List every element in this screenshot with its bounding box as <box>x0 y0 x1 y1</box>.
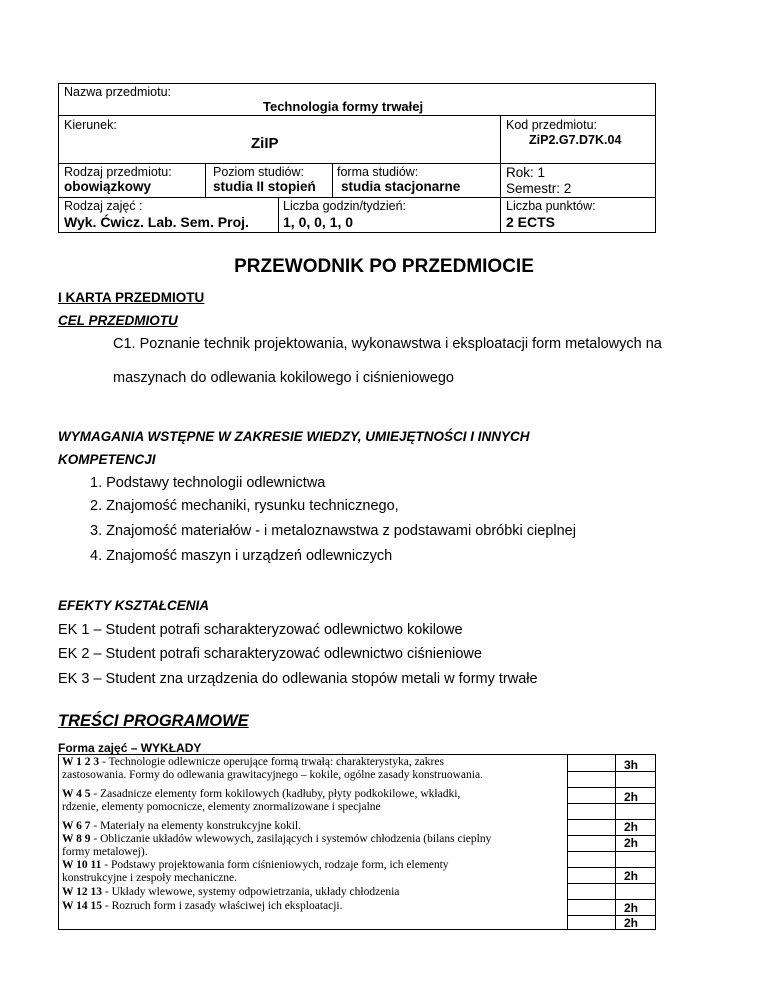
table-row-hours: 2h <box>623 820 638 834</box>
table-row-hours: 2h <box>623 836 638 850</box>
table-row: W 10 11 - Podstawy projektowania form ciśnieniowych, rodzaje form, ich elementy konstrukcyjne i zespoły mechaniczne. <box>62 859 449 884</box>
outcome-item: EK 1 – Student potrafi scharakteryzować odlewnictwo kokilowe <box>58 622 463 638</box>
course-type-label: Rodzaj przedmiotu: <box>64 165 172 179</box>
outcome-item: EK 2 – Student potrafi scharakteryzować odlewnictwo ciśnieniowe <box>58 646 482 662</box>
prerequisite-item: 4. Znajomość maszyn i urządzeń odlewniczych <box>90 548 393 564</box>
table-row-hours: 2h <box>623 916 638 930</box>
objective-heading: CEL PRZEDMIOTU <box>58 313 178 328</box>
prerequisite-item: 1. Podstawy technologii odlewnictwa <box>90 475 326 491</box>
lectures-table <box>58 754 656 930</box>
outcomes-heading: EFEKTY KSZTAŁCENIA <box>58 598 210 613</box>
study-form-label: forma studiów: <box>337 165 419 179</box>
class-type-label: Rodzaj zajęć : <box>64 199 143 213</box>
page-title: PRZEWODNIK PO PRZEDMIOCIE <box>234 256 534 277</box>
table-row-hours: 3h <box>623 758 638 772</box>
field-of-study-label: Kierunek: <box>64 118 117 132</box>
semester: Semestr: 2 <box>506 181 572 196</box>
course-info-table <box>58 83 656 233</box>
table-row: W 1 2 3 - Technologie odlewnicze operujące formą trwałą: charakterystyka, zakres zastosowania. Formy do odlewania grawitacyjnego – kokile, ogólne zasady konstruowania. <box>62 756 483 781</box>
course-type: obowiązkowy <box>64 179 152 194</box>
study-level-label: Poziom studiów: <box>213 165 305 179</box>
prerequisite-item: 2. Znajomość mechaniki, rysunku technicznego, <box>90 498 399 514</box>
table-row: W 4 5 - Zasadnicze elementy form kokilowych (kadłuby, płyty podkokilowe, wkładki, rdzenie, elementy pomocnicze, elementy znormalizowane i specjalne <box>62 788 461 813</box>
field-of-study: ZiIP <box>251 135 279 152</box>
year: Rok: 1 <box>506 165 546 180</box>
study-level: studia II stopień <box>213 179 316 194</box>
ects-label: Liczba punktów: <box>506 199 596 213</box>
table-row-hours: 2h <box>623 869 638 883</box>
hours-per-week: 1, 0, 0, 1, 0 <box>283 214 354 230</box>
class-form-label: Forma zajęć – WYKŁADY <box>58 741 202 755</box>
course-code: ZiP2.G7.D7K.04 <box>529 133 622 147</box>
course-name: Technologia formy trwałej <box>263 99 424 114</box>
ects: 2 ECTS <box>506 214 556 230</box>
hours-per-week-label: Liczba godzin/tydzień: <box>283 199 406 213</box>
outcome-item: EK 3 – Student zna urządzenia do odlewania stopów metali w formy trwałe <box>58 671 538 687</box>
course-code-label: Kod przedmiotu: <box>506 118 598 132</box>
study-form: studia stacjonarne <box>341 179 461 194</box>
section-card-heading: I KARTA PRZEDMIOTU <box>58 290 205 305</box>
course-name-label: Nazwa przedmiotu: <box>64 85 171 99</box>
objective-line-1: C1. Poznanie technik projektowania, wykonawstwa i eksploatacji form metalowych na <box>113 336 662 352</box>
table-row: W 14 15 - Rozruch form i zasady właściwej ich eksploatacji. <box>62 900 343 912</box>
table-row: W 12 13 - Układy wlewowe, systemy odpowietrzania, układy chłodzenia <box>62 886 400 898</box>
table-row: W 6 7 - Materiały na elementy konstrukcyjne kokil. <box>62 820 302 832</box>
class-type: Wyk. Ćwicz. Lab. Sem. Proj. <box>64 214 249 230</box>
prerequisites-heading-1: WYMAGANIA WSTĘPNE W ZAKRESIE WIEDZY, UMIEJĘTNOŚCI I INNYCH <box>58 429 530 444</box>
objective-line-2: maszynach do odlewania kokilowego i ciśnieniowego <box>113 370 454 386</box>
program-content-heading: TREŚCI PROGRAMOWE <box>58 712 249 730</box>
table-row: W 8 9 - Obliczanie układów wlewowych, zasilających i systemów chłodzenia (bilans cieplny formy metalowej). <box>62 833 492 858</box>
prerequisite-item: 3. Znajomość materiałów - i metaloznawstwa z podstawami obróbki cieplnej <box>90 523 576 539</box>
prerequisites-heading-2: KOMPETENCJI <box>58 452 156 467</box>
table-row-hours: 2h <box>623 790 638 804</box>
table-row-hours: 2h <box>623 901 638 915</box>
